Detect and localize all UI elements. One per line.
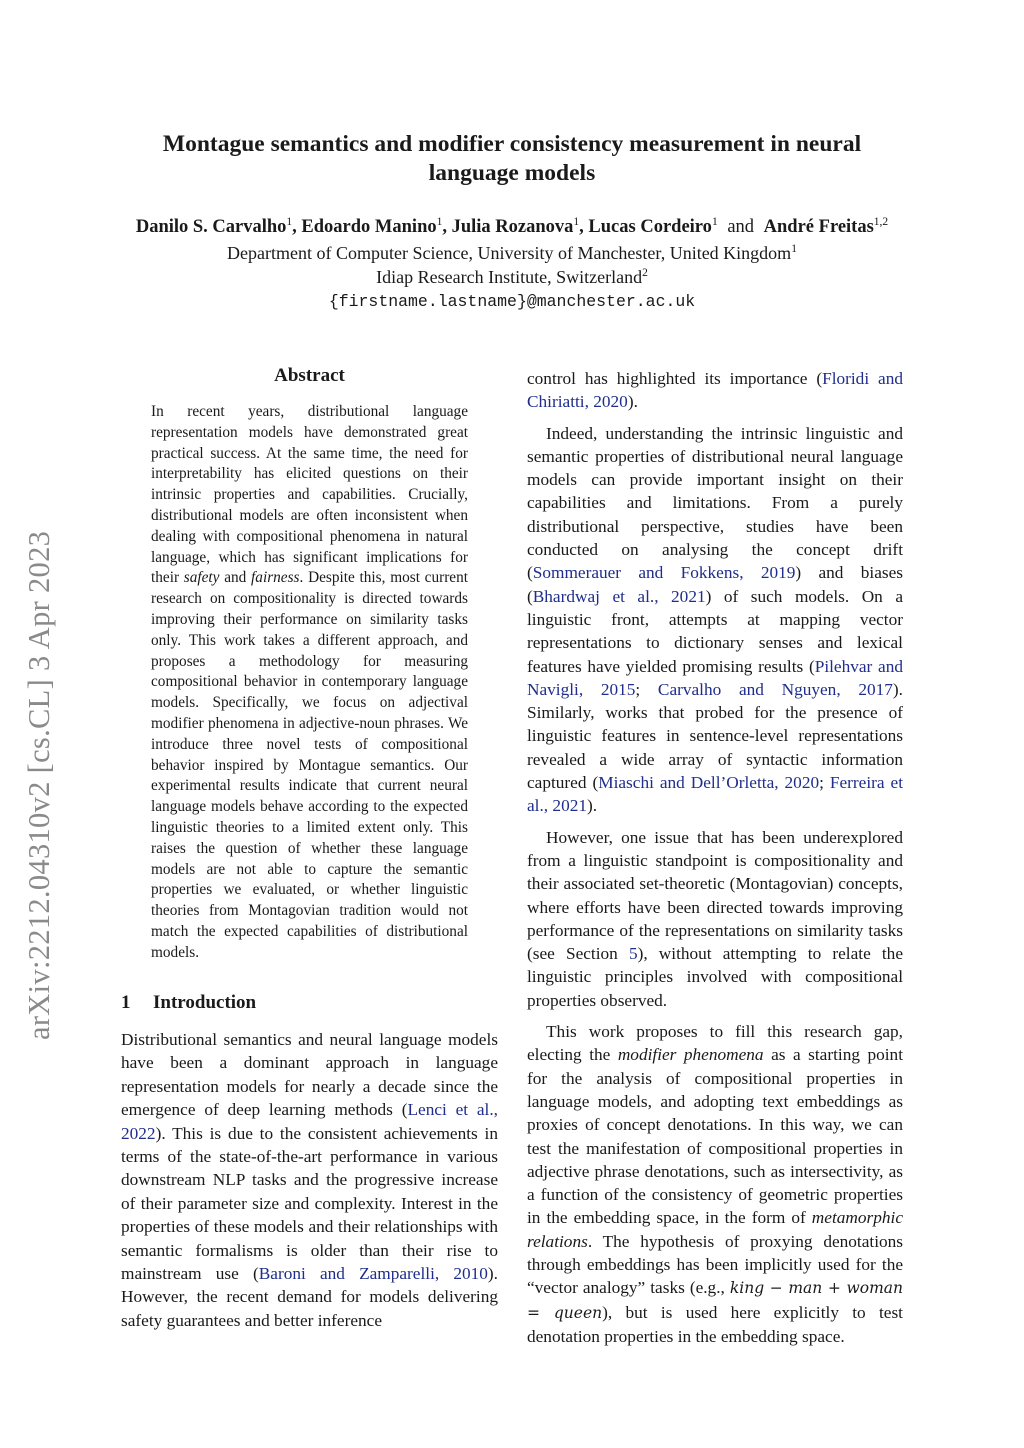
citation-link[interactable]: Bhardwaj et al., 2021 [532,586,706,606]
intro-left-paragraph [121,1028,498,1332]
author-name: Lucas Cordeiro [588,217,712,237]
citation-link[interactable]: Miaschi and Dell’Orletta, 2020 [598,773,820,793]
arxiv-identifier-stamp: arXiv:2212.04310v2 [cs.CL] 3 Apr 2023 [22,530,56,1040]
abstract-body [151,402,468,964]
body-text: Indeed, understanding the intrinsic linguistic and semantic properties of distributional neural language models can provide important insight on their capabilities and limitations. From a purely distributional perspective, studies have been conducted on analysing the concept drift ( [527,423,903,583]
body-text: ) and biases ( [527,563,903,606]
abstract-heading: Abstract [274,365,345,386]
body-text: ). [587,796,598,816]
body-text: ; [819,773,830,793]
author-affiliation-mark: 1 [573,216,580,228]
section-number: 1 [121,992,131,1013]
paper-title [112,130,912,188]
body-text: as a starting point for the analysis of compositional properties in language models, and adopting text embeddings as proxies of concept denotations. In this way, we can test the manifestation of compositional properties in adjective phrase denotations, such as intersectivity, as a function of the consistency of geometric properties in the embedding space, in the form of [527,1045,904,1228]
body-text: Distributional semantics and neural language models have been a dominant approach in language representation models for nearly a decade since the emergence of deep learning methods ( [121,1030,498,1120]
abstract-text: and [219,569,252,587]
affiliation-text: Department of Computer Science, University of Manchester, United Kingdom [227,243,792,263]
affiliation-line [40,241,984,265]
author-list: Danilo S. Carvalho$^1$, Edoardo Manino$^1$, Julia Rozanova$^1$, Lucas Cordeiro$^1$ and André Freitas$^{1,2}$ [135,216,889,237]
body-text: ). This is due to the consistent achievements in terms of the state-of-the-art performance in various downstream NLP tasks and the progressive increase of their parameter size and complexity. Interest in the properties of these models and their relationships with semantic formalisms is older than their rise to mainstream use ( [121,1123,498,1284]
citation-link[interactable]: Floridi and Chiriatti, 2020 [527,369,903,412]
emphasis-text: metamorphic relations [527,1208,903,1251]
abstract-text: In recent years, distributional language representation models have demonstrated great practical success. At the same time, the need for interpretability has elicited questions on their intrinsic properties and capabilities. Crucially, distributional models are often inconsistent when dealing with compositional phenomena in natural language, which has significant implications for their [151,403,468,587]
body-text: ), but is used here explicitly to test denotation properties in the embedding space. [527,1302,903,1346]
citation-link[interactable]: Ferreira et al., 2021 [527,773,903,816]
author-name: Julia Rozanova [451,217,574,237]
body-text: . The hypothesis of proxying denotations through embeddings has been implicitly used for the “vector analogy” tasks (e.g., [527,1231,903,1298]
section-heading-introduction [121,992,256,1014]
author-affiliation-mark: 1 [286,216,293,228]
body-text: ). Similarly, works that probed for the presence of linguistic features in sentence-level representations revealed a wide array of syntactic information captured ( [527,679,903,793]
intro-paragraph-continued [527,367,903,414]
body-text: ). [627,392,638,412]
body-text: However, one issue that has been underexplored from a linguistic standpoint is compositionality and their associated set-theoretic (Montagovian) concepts, where efforts have been directed towards improving performance of the representations on similarity tasks (see Section [527,827,903,964]
right-column [527,367,903,1348]
citation-link[interactable]: Lenci et al., 2022 [121,1100,498,1143]
abstract-emphasis: safety [183,569,220,587]
math-expression: king − man + woman = queen [527,1279,903,1322]
abstract-text: . Despite this, most current research on compositionality is directed towards improving their performance on similarity tasks only. This work takes a different approach, and proposes a methodology for measuring compositional behavior in contemporary language models. Specifically, we focus on adjectival modifier phenomena in adjective-noun phrases. We introduce three novel tests of compositional behavior inspired by Montague semantics. Our experimental results indicate that current neural language models behave according to the expected linguistic theories to a limited extent only. This raises the question of whether these language models are not able to capture the semantic properties we evaluated, or whether linguistic theories from Montagovian tradition would not match the expected capabilities of distributional models. [151,569,468,961]
body-text: ; [635,679,658,699]
author-affiliation-mark: 1,2 [873,216,889,228]
title-line-1: Montague semantics and modifier consistency measurement in neural [162,131,862,157]
intro-paragraph [527,1020,903,1348]
body-text: ). However, the recent demand for models delivering safety guarantees and better inference [121,1264,498,1330]
emphasis-text: modifier phenomena [617,1045,764,1065]
abstract-emphasis: fairness [251,569,300,587]
author-affiliation-mark: 1 [711,216,718,228]
body-text: ), without attempting to relate the linguistic principles involved with compositional properties observed. [527,944,903,1010]
section-title: Introduction [153,992,257,1013]
author-name: André Freitas [763,217,874,237]
citation-link[interactable]: Pilehvar and Navigli, 2015 [527,656,903,699]
author-email: {firstname.lastname}@manchester.ac.uk [328,292,696,311]
author-name: Danilo S. Carvalho [135,217,287,237]
author-affiliation-mark: 1 [436,216,443,228]
title-line-2: language models [428,160,596,186]
affiliation-text: Idiap Research Institute, Switzerland [376,267,643,287]
author-name: Edoardo Manino [301,217,437,237]
citation-link[interactable]: Baroni and Zamparelli, 2010 [258,1264,488,1284]
citation-link[interactable]: Sommerauer and Fokkens, 2019 [532,563,796,583]
affiliation-mark: 1 [791,243,797,255]
body-text: ) of such models. On a linguistic front, attempts at mapping vector representations to dictionary senses and lexical features have yielded promising results ( [527,586,903,676]
body-text: control has highlighted its importance ( [527,369,823,388]
and-word: and [727,217,755,237]
section-reference-link[interactable]: 5 [628,944,638,964]
body-text: This work proposes to fill this research gap, electing the [527,1022,903,1065]
citation-link[interactable]: Carvalho and Nguyen, 2017 [657,679,893,699]
affiliation-mark: 2 [642,267,648,279]
intro-paragraph [527,826,903,1012]
intro-paragraph [527,422,903,818]
affiliation-line [40,265,984,289]
